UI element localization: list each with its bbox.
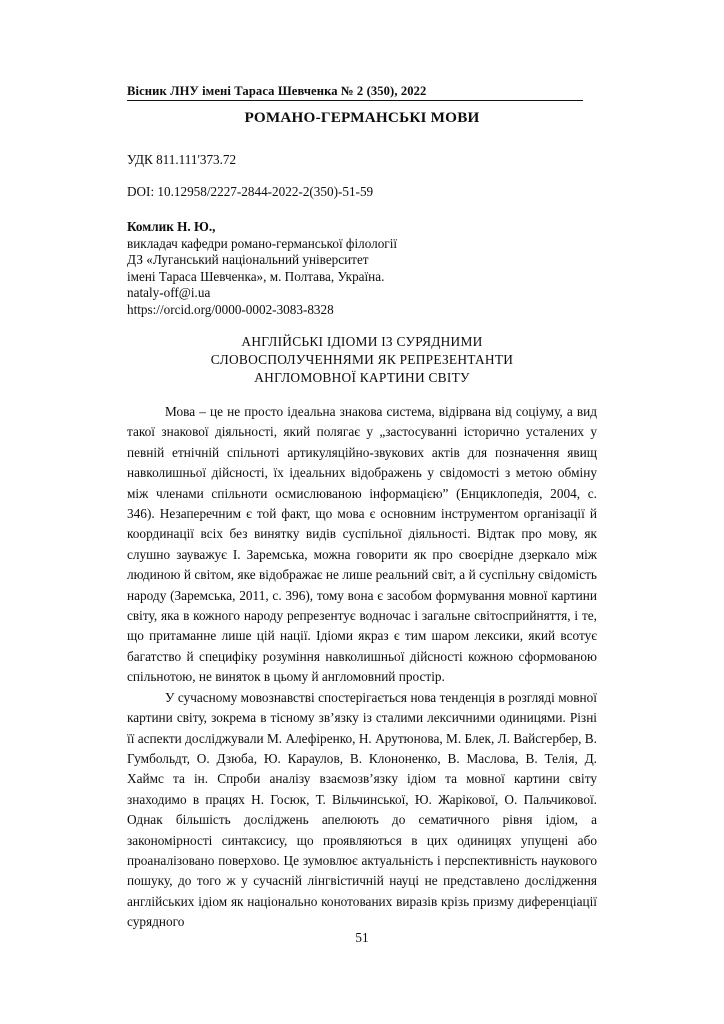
article-title (127, 333, 597, 388)
article-title-line-3: АНГЛОМОВНОЇ КАРТИНИ СВІТУ (254, 370, 470, 386)
section-heading: РОМАНО-ГЕРМАНСЬКІ МОВИ (244, 109, 480, 126)
author-orcid: https://orcid.org/0000-0002-3083-8328 (127, 301, 334, 317)
author-block (127, 219, 397, 319)
author-email: nataly-off@i.ua (127, 285, 211, 301)
page-number: 51 (355, 930, 369, 945)
article-title-line-2: СЛОВОСПОЛУЧЕННЯМИ ЯК РЕПРЕЗЕНТАНТИ (210, 352, 514, 368)
article-title-line-1: АНГЛІЙСЬКІ ІДІОМИ ІЗ СУРЯДНИМИ (241, 334, 483, 349)
author-name: Комлик Н. Ю., (127, 219, 216, 234)
body-paragraph-2: У сучасному мовознавстві спостерігається нова тенденція в розгляді мовної картини світу, зокрема в тісному зв’язку із сталими лексичними одиницями. Різні її аспекти досліджували М. Алефіренко, Н. Арутюнова, М. Блек, Л. Вайсгербер, В. Гумбольдт, О. Дзюба, Ю. Караулов, В. Клононенко, В. Маслова, В. Телія, Д. Хаймс та ін. Спроби аналізу взаємозв’язку ідіом та мовної картини світу знаходимо в працях Н. Госюк, Т. Вільчинської, Ю. Жарікової, О. Пальчикової. Однак більшість досліджень апелюють до сематичного рівня ідіом, а закономірності синтаксису, що проявляються в цих одиницях упущені або проаналізовано поверхово. Це зумовлює актуальність і перспективність наукового пошуку, до того ж у сучасній лінгвістичній науці не представлено дослідження англійських ідіом як національно конотованих виразів крізь призму диференціації сурядного (127, 689, 597, 930)
author-affiliation-line-1: ДЗ «Луганський національний університет (127, 252, 369, 268)
author-affiliation-line-2: імені Тараса Шевченка», м. Полтава, Україна. (127, 268, 385, 284)
author-position: викладач кафедри романо-германської філології (127, 235, 398, 251)
article-body (127, 402, 597, 933)
running-head: Вісник ЛНУ імені Тараса Шевченка № 2 (350), 2022 (127, 84, 583, 101)
doi-identifier: DOI: 10.12958/2227-2844-2022-2(350)-51-59 (127, 184, 374, 199)
body-paragraph-1: Мова – це не просто ідеальна знакова система, відірвана від соціуму, а вид такої знакової діяльності, який полягає у „застосуванні історично усталених у певній етнічній спільноті артикуляційно-звукових актів для позначення явищ навколишньої дійсності, їх ідеальних відображень у свідомості з метою обміну між членами спільноти осмислюваною інформацією” (Енциклопедія, 2004, с. 346). Незаперечним є той факт, що мова є основним інструментом організації й координації всіх без винятку видів суспільної діяльності. Відтак про мову, як слушно зауважує І. Заремська, можна говорити як про своєрідне дзеркало між людиною й світом, яке відображає не лише реальний світ, а й суспільну свідомість народу (Заремська, 2011, с. 396), тому вона є засобом формування мовної картини світу, яка в кожного народу репрезентує водночас і загальне світосприйняття, і те, що притаманне лише цій нації. Ідіоми якраз є тим шаром лексики, який всотує багатство й специфіку розуміння навколишньої дійсності кожною сформованою спільнотою, не виняток в цьому й англомовний простір. (127, 404, 597, 685)
udc-code: УДК 811.111'373.72 (127, 152, 237, 167)
